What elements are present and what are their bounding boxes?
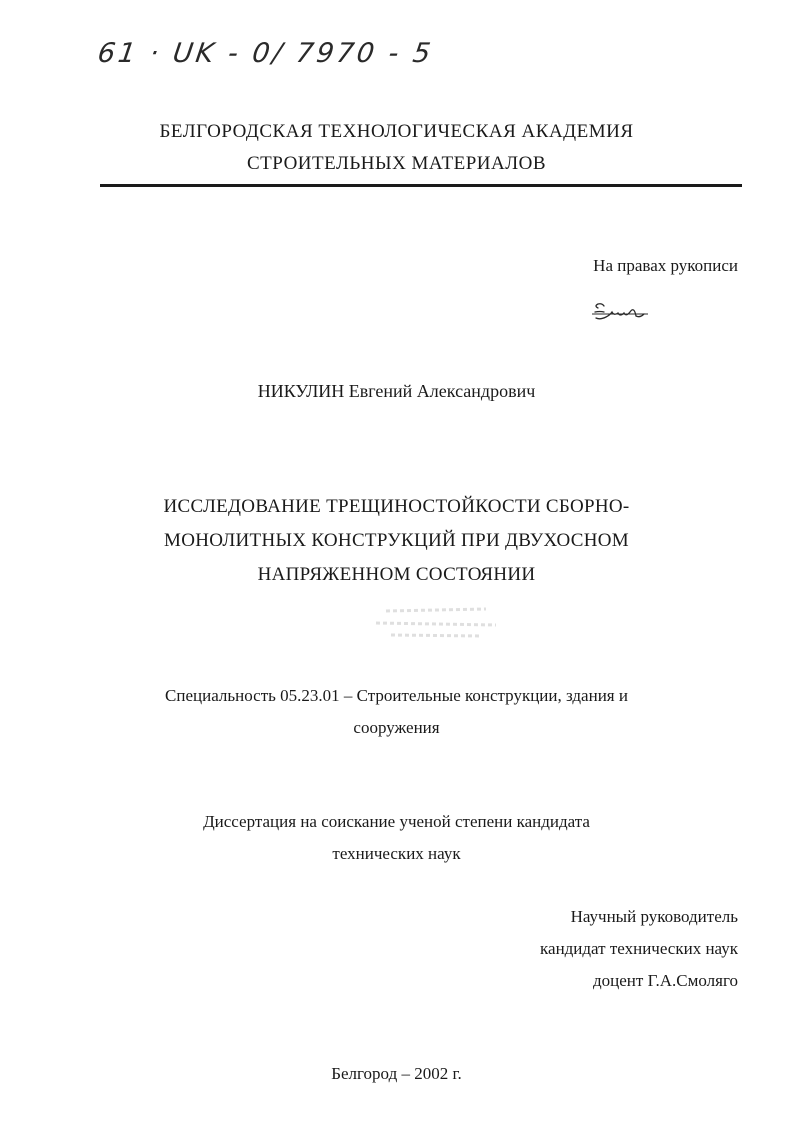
title-line2: МОНОЛИТНЫХ КОНСТРУКЦИЙ ПРИ ДВУХОСНОМ (164, 530, 629, 551)
dissertation-title (0, 490, 793, 592)
handwritten-catalog-code: 61 · UK - 0/ 7970 - 5 (95, 38, 436, 69)
supervisor-line2: кандидат технических наук (540, 939, 738, 958)
institution-name-line1: БЕЛГОРОДСКАЯ ТЕХНОЛОГИЧЕСКАЯ АКАДЕМИЯ (159, 121, 634, 142)
specialty-line1: Специальность 05.23.01 – Строительные конструкции, здания и (165, 686, 628, 705)
title-line1: ИССЛЕДОВАНИЕ ТРЕЩИНОСТОЙКОСТИ СБОРНО- (163, 496, 630, 517)
author-name: НИКУЛИН Евгений Александрович (257, 381, 536, 401)
title-line3: НАПРЯЖЕННОМ СОСТОЯНИИ (257, 564, 536, 585)
supervisor-line3: доцент Г.А.Смоляго (593, 971, 738, 990)
rights-note: На правах рукописи (593, 256, 738, 275)
city-year: Белгород – 2002 г. (331, 1064, 462, 1083)
dissertation-degree (0, 806, 793, 870)
specialty (0, 680, 793, 744)
degree-line2: технических наук (332, 844, 461, 863)
signature-icon (590, 300, 650, 326)
header-divider (100, 184, 742, 187)
institution-name-line2: СТРОИТЕЛЬНЫХ МАТЕРИАЛОВ (247, 153, 546, 174)
faded-stamp-icon (366, 603, 506, 643)
supervisor-line1: Научный руководитель (570, 907, 738, 926)
degree-line1: Диссертация на соискание ученой степени кандидата (203, 812, 590, 831)
specialty-line2: сооружения (353, 718, 440, 737)
